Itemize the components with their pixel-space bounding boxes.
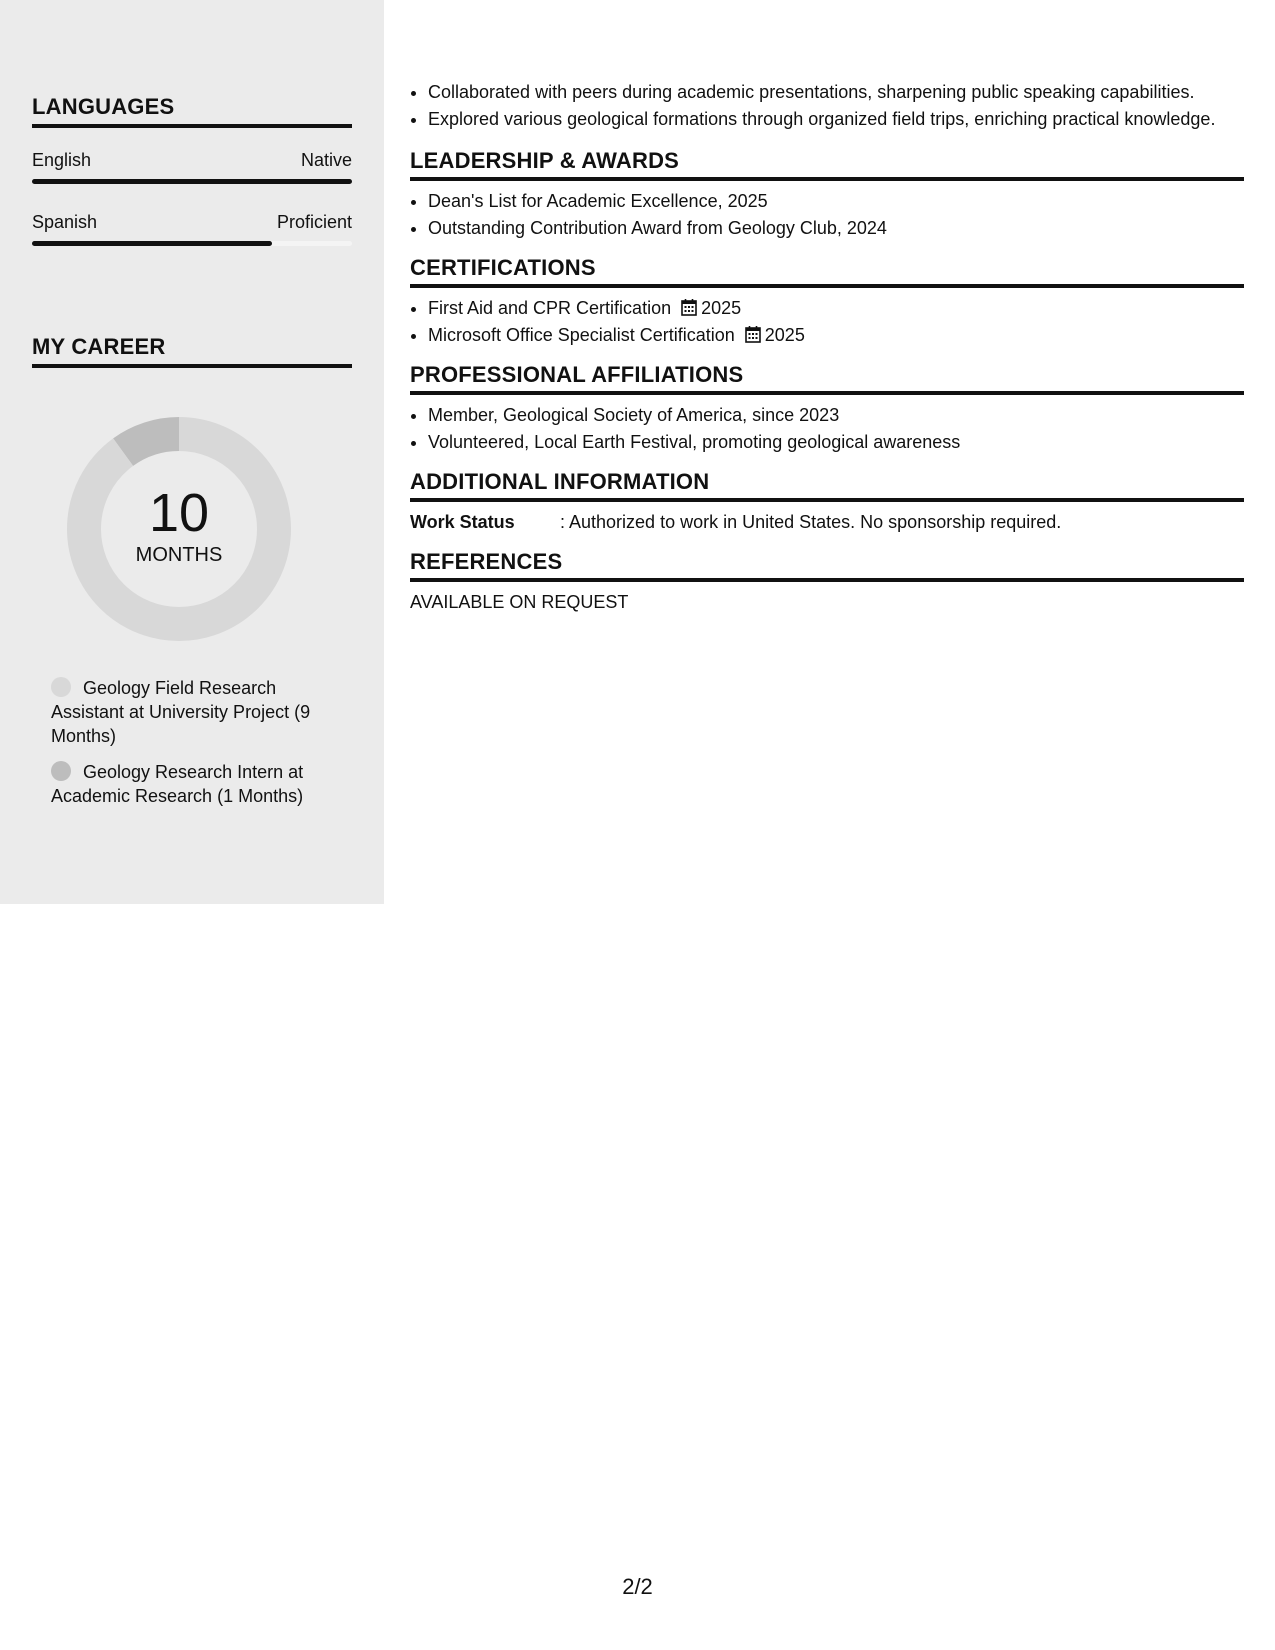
sidebar [0, 0, 384, 904]
languages-heading: LANGUAGES [32, 94, 352, 128]
career-total: 10 [148, 482, 210, 543]
list-item: • Dean's List for Academic Excellence, 2025 [428, 189, 1244, 214]
legend-item [51, 676, 341, 748]
certification-year: 2025 [701, 298, 742, 318]
career-heading: MY CAREER [32, 334, 352, 368]
language-bar-fill [32, 241, 272, 246]
certifications-heading: CERTIFICATIONS [410, 255, 1244, 288]
work-status-label: Work Status [410, 512, 515, 532]
list-item: • Volunteered, Local Earth Festival, promoting geological awareness [428, 430, 1244, 455]
career-unit: MONTHS [135, 543, 223, 566]
legend-label: Geology Research Intern at Academic Research (1 Months) [51, 762, 304, 806]
affiliations-heading: PROFESSIONAL AFFILIATIONS [410, 362, 1244, 395]
page-number: 2/2 [622, 1574, 653, 1599]
list-item: • Outstanding Contribution Award from Geology Club, 2024 [428, 216, 1244, 241]
certifications-list [410, 296, 1244, 348]
references-text: AVAILABLE ON REQUEST [410, 592, 629, 612]
language-name: Spanish [32, 212, 98, 232]
list-item [428, 296, 1244, 321]
list-item: • Explored various geological formations through organized field trips, enriching practical knowledge. [428, 107, 1244, 132]
list-item [428, 323, 1244, 348]
languages-section [32, 94, 352, 246]
work-status-value: : Authorized to work in United States. No sponsorship required. [560, 512, 1062, 532]
certification-name: Microsoft Office Specialist Certification [428, 325, 735, 345]
career-legend [51, 676, 341, 820]
affiliations-list [410, 403, 1244, 455]
additional-info-heading: ADDITIONAL INFORMATION [410, 469, 1244, 502]
donut-center [66, 416, 292, 642]
leadership-list [410, 189, 1244, 241]
legend-dot [51, 761, 71, 781]
language-item [32, 212, 352, 246]
career-donut-chart [66, 416, 292, 642]
certification-year: 2025 [764, 325, 805, 345]
calendar-icon [745, 325, 761, 343]
legend-label: Geology Field Research Assistant at University Project (9 Months) [51, 678, 311, 746]
list-item: • Collaborated with peers during academic presentations, sharpening public speaking capabilities. [428, 80, 1244, 105]
experience-bullets [410, 80, 1244, 132]
language-level: Native [300, 150, 352, 170]
language-name: English [32, 150, 92, 170]
main-content [410, 80, 1244, 615]
language-bar-fill [32, 179, 352, 184]
calendar-icon [681, 298, 697, 316]
references-heading: REFERENCES [410, 549, 1244, 582]
language-item [32, 150, 352, 184]
leadership-heading: LEADERSHIP & AWARDS [410, 148, 1244, 181]
language-level: Proficient [276, 212, 352, 232]
legend-item [51, 760, 341, 808]
legend-dot [51, 677, 71, 697]
list-item: • Member, Geological Society of America, since 2023 [428, 403, 1244, 428]
language-bar [32, 241, 352, 246]
language-bar [32, 179, 352, 184]
work-status-row [410, 510, 1244, 535]
career-section [32, 334, 352, 368]
certification-name: First Aid and CPR Certification [428, 298, 672, 318]
